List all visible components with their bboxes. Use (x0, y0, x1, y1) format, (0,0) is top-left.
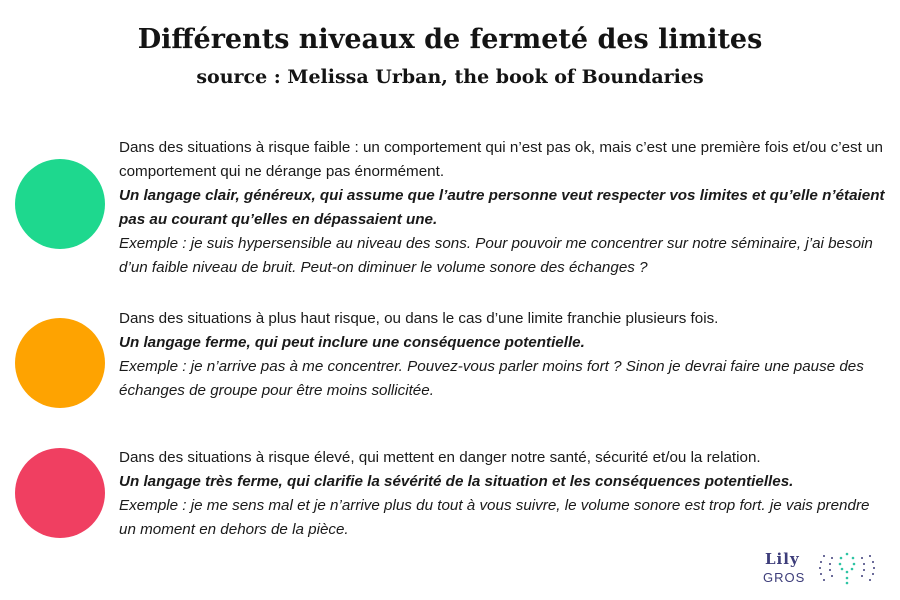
situation-text: Dans des situations à risque élevé, qui mettent en danger notre santé, sécurité et/ou la relation. (119, 449, 761, 466)
example-text: Exemple : je n’arrive pas à me concentrer. Pouvez-vous parler moins fort ? Sinon je devrai faire une pause des échanges de groupe pour être moins sollicitée. (119, 358, 864, 399)
language-text: Un langage ferme, qui peut inclure une conséquence potentielle. (119, 334, 585, 351)
page-title: Différents niveaux de fermeté des limites (137, 24, 763, 55)
level-low-risk (119, 136, 889, 280)
dotted-brackets-logo-icon (812, 550, 882, 586)
brand-logo (762, 550, 882, 590)
level-medium-risk (119, 307, 889, 403)
page-subtitle: source : Melissa Urban, the book of Boundaries (196, 66, 704, 88)
level-high-risk (119, 446, 889, 542)
situation-text: Dans des situations à plus haut risque, ou dans le cas d’une limite franchie plusieurs fois. (119, 310, 719, 327)
logo-name-line2: GROS (763, 570, 806, 585)
situation-text: Dans des situations à risque faible : un comportement qui n’est pas ok, mais c’est une première fois et/ou c’est un comportement qui ne dérange pas énormément. (119, 139, 883, 180)
example-text: Exemple : je me sens mal et je n’arrive plus du tout à vous suivre, le volume sonore est trop fort. je vais prendre un moment en dehors de la pièce. (119, 497, 870, 538)
language-text: Un langage clair, généreux, qui assume que l’autre personne veut respecter vos limites et qu’elle n’étaient pas au courant qu’elles en dépassaient une. (119, 187, 885, 228)
medium-risk-indicator-icon (15, 318, 105, 408)
low-risk-indicator-icon (15, 159, 105, 249)
language-text: Un langage très ferme, qui clarifie la sévérité de la situation et les conséquences potentielles. (119, 473, 794, 490)
high-risk-indicator-icon (15, 448, 105, 538)
example-text: Exemple : je suis hypersensible au niveau des sons. Pour pouvoir me concentrer sur notre séminaire, j’ai besoin d’un faible niveau de bruit. Peut-on diminuer le volume sonore des échanges ? (119, 235, 873, 276)
logo-name-line1: Lily (765, 550, 800, 568)
